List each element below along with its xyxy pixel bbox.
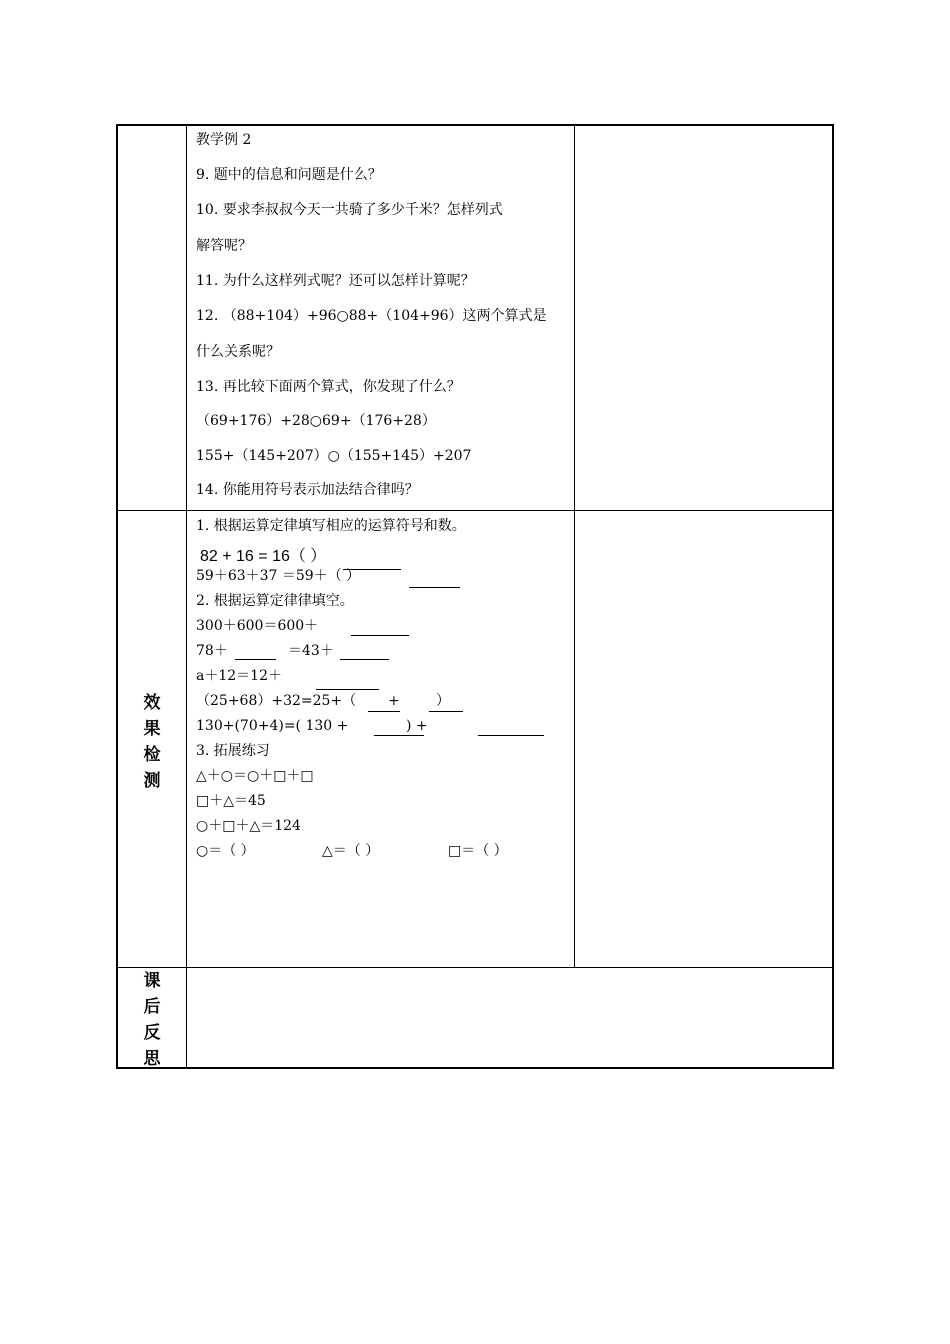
blank-line	[409, 587, 460, 588]
label-column-divider	[186, 124, 187, 1069]
expression-1: （69+176）+28○69+（176+28）	[196, 413, 436, 429]
blank-line	[478, 735, 544, 736]
blank-line	[351, 635, 409, 636]
table-top-border	[116, 124, 834, 126]
question-14: 14. 你能用符号表示加法结合律吗？	[196, 482, 419, 498]
exercise-1-title: 1. 根据运算定律填写相应的运算符号和数。	[196, 518, 466, 534]
notes-column-divider	[574, 124, 575, 968]
exercise-2-line-2a: 78＋	[196, 643, 228, 659]
blank-line	[374, 735, 424, 736]
exercise-2-line-5a: 130+(70+4)=( 130 +	[196, 718, 349, 734]
exercise-2-line-4c: ）	[436, 693, 450, 709]
after-class-reflection-label: 课 后 反 思	[143, 971, 161, 1069]
effect-check-label: 效 果 检 测	[143, 693, 161, 791]
exercise-2-line-5b: ) +	[406, 718, 428, 734]
question-12-line2: 什么关系呢？	[196, 344, 280, 360]
exercise-3-line-3: ○＋□＋△＝124	[196, 818, 301, 834]
exercise-3-line-1: △＋○＝○＋□＋□	[196, 768, 314, 784]
exercise-3-answer-circle: ○＝（ ）	[196, 843, 255, 859]
table-left-border	[116, 124, 118, 1069]
exercise-2-line-1: 300＋600＝600＋	[196, 618, 319, 634]
blank-line	[316, 689, 379, 690]
exercise-2-line-2b: ＝43＋	[288, 643, 334, 659]
exercise-3-answer-triangle: △＝（ ）	[322, 843, 380, 859]
teaching-title: 教学例 2	[196, 132, 252, 148]
question-10-line1: 10. 要求李叔叔今天一共骑了多少千米？怎样列式	[196, 202, 503, 218]
question-12-line1: 12. （88+104）+96○88+（104+96）这两个算式是	[196, 308, 547, 324]
exercise-3-title: 3. 拓展练习	[196, 743, 270, 759]
question-11: 11. 为什么这样列式呢？还可以怎样计算呢？	[196, 273, 475, 289]
exercise-1-line-1: 82 + 16 = 16（ ）	[200, 548, 327, 565]
exercise-3-line-2: □＋△＝45	[196, 793, 266, 809]
question-9: 9. 题中的信息和问题是什么？	[196, 167, 382, 183]
blank-line	[340, 659, 389, 660]
exercise-2-title: 2. 根据运算定律律填空。	[196, 593, 354, 609]
blank-line	[368, 711, 400, 712]
exercise-2-line-4b: +	[388, 693, 400, 709]
exercise-1-line-2: 59＋63＋37 ＝59＋（ ）	[196, 568, 361, 584]
blank-line	[429, 711, 463, 712]
row-divider-1	[116, 510, 834, 511]
table-bottom-border	[116, 1067, 834, 1069]
question-10-line2: 解答呢？	[196, 238, 252, 254]
exercise-3-answer-square: □＝（ ）	[448, 843, 508, 859]
row-divider-2	[116, 967, 834, 968]
question-13: 13. 再比较下面两个算式，你发现了什么？	[196, 379, 461, 395]
exercise-2-line-4a: （25+68）+32=25+（	[196, 693, 357, 709]
exercise-2-line-3: a＋12＝12＋	[196, 668, 282, 684]
table-right-border	[832, 124, 834, 1069]
expression-2: 155+（145+207）○（155+145）+207	[196, 448, 472, 464]
blank-line	[235, 659, 276, 660]
